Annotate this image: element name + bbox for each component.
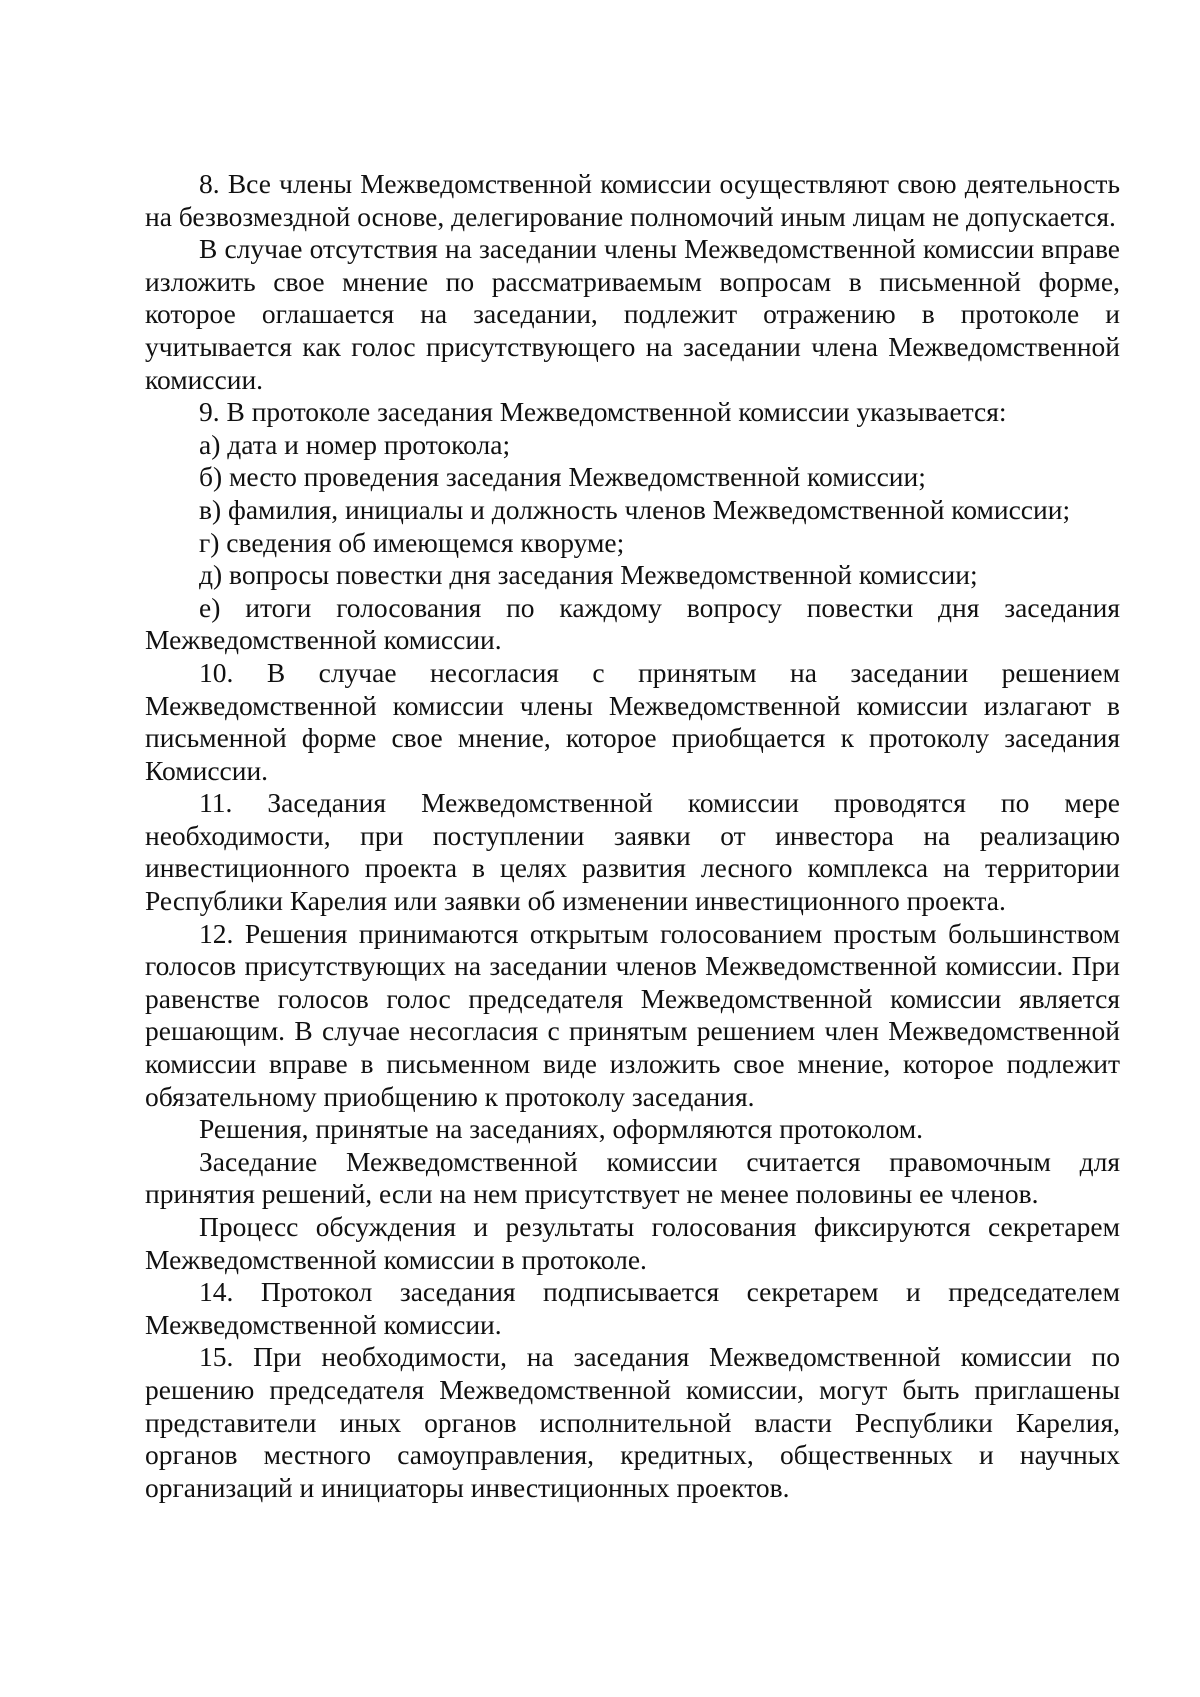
paragraph-14: 14. Протокол заседания подписывается секретарем и председателем Межведомственной комиссии. <box>145 1276 1120 1340</box>
list-item-d: д) вопросы повестки дня заседания Межведомственной комиссии; <box>199 559 978 591</box>
paragraph-process: Процесс обсуждения и результаты голосования фиксируются секретарем Межведомственной комиссии в протоколе. <box>145 1211 1120 1275</box>
paragraph-9: 9. В протоколе заседания Межведомственной комиссии указывается: <box>199 396 1007 428</box>
paragraph-decisions: Решения, принятые на заседаниях, оформляются протоколом. <box>199 1113 924 1145</box>
list-item-b: б) место проведения заседания Межведомственной комиссии; <box>199 461 926 493</box>
paragraph-11: 11. Заседания Межведомственной комиссии проводятся по мере необходимости, при поступлении заявки от инвестора на реализацию инвестиционного проекта в целях развития лесного комплекса на территории Республики Карелия или заявки об изменении инвестиционного проекта. <box>145 787 1120 917</box>
paragraph-15: 15. При необходимости, на заседания Межведомственной комиссии по решению председателя Межведомственной комиссии, могут быть приглашены представители иных органов исполнительной власти Республики Карелия, органов местного самоуправления, кредитных, общественных и научных организаций и инициаторы инвестиционных проектов. <box>145 1341 1120 1503</box>
paragraph-10: 10. В случае несогласия с принятым на заседании решением Межведомственной комиссии члены Межведомственной комиссии излагают в письменной форме свое мнение, которое приобщается к протоколу заседания Комиссии. <box>145 656 1120 786</box>
paragraph-8: 8. Все члены Межведомственной комиссии осуществляют свою деятельность на безвозмездной основе, делегирование полномочий иным лицам не допускается. <box>145 168 1120 232</box>
list-item-v: в) фамилия, инициалы и должность членов Межведомственной комиссии; <box>199 493 1071 525</box>
paragraph-12: 12. Решения принимаются открытым голосованием простым большинством голосов присутствующих на заседании членов Межведомственной комиссии. При равенстве голосов голос председателя Межведомственной комиссии является решающим. В случае несогласия с принятым решением член Межведомственной комиссии вправе в письменном виде изложить свое мнение, которое подлежит обязательному приобщению к протоколу заседания. <box>145 917 1120 1112</box>
paragraph-quorum: Заседание Межведомственной комиссии считается правомочным для принятия решений, если на нем присутствует не менее половины ее членов. <box>145 1145 1120 1210</box>
list-item-a: а) дата и номер протокола; <box>199 428 511 460</box>
document-page <box>145 168 1120 1504</box>
list-item-g: г) сведения об имеющемся кворуме; <box>199 526 625 558</box>
paragraph-absence: В случае отсутствия на заседании члены Межведомственной комиссии вправе изложить свое мнение по рассматриваемым вопросам в письменной форме, которое оглашается на заседании, подлежит отражению в протоколе и учитывается как голос присутствующего на заседании члена Межведомственной комиссии. <box>145 233 1120 395</box>
list-item-e: е) итоги голосования по каждому вопросу повестки дня заседания Межведомственной комиссии. <box>145 591 1120 656</box>
